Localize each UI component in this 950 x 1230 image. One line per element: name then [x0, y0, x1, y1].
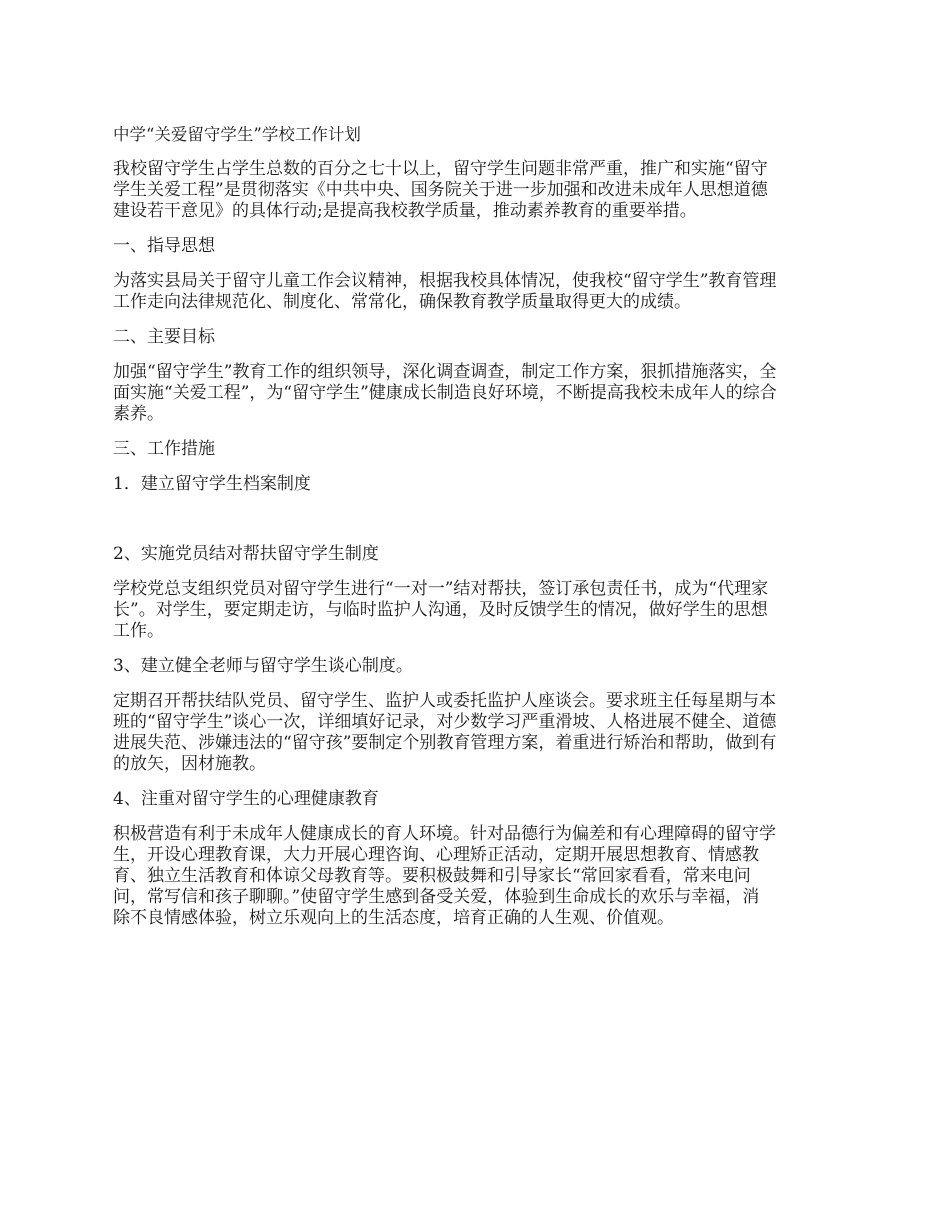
item4-paragraph: [113, 824, 841, 929]
item4-heading: 4、注重对留守学生的心理健康教育: [113, 789, 379, 809]
section2-paragraph: [113, 362, 841, 425]
section2-line: 面实施“关爱工程”，为“留守学生”健康成长制造良好环境，不断提高我校未成年人的综合: [113, 383, 777, 403]
intro-paragraph: [113, 159, 841, 222]
section1-line: 工作走向法律规范化、制度化、常常化，确保教育教学质量取得更大的成绩。: [113, 292, 691, 312]
section1-paragraph: [113, 271, 841, 313]
document-page: [113, 124, 841, 929]
item3-line: 的放矢，因材施教。: [113, 754, 266, 774]
item3-line: 定期召开帮扶结队党员、留守学生、监护人或委托监护人座谈会。要求班主任每星期与本: [113, 691, 776, 711]
section2-line: 加强“留守学生”教育工作的组织领导，深化调查调查，制定工作方案，狠抓措施落实，全: [113, 362, 777, 382]
item2-line: 长”。对学生，要定期走访，与临时监护人沟通，及时反馈学生的情况，做好学生的思想: [113, 600, 768, 620]
item4-line: 育、独立生活教育和体谅父母教育等。要积极鼓舞和引导家长“常回家看看，常来电问: [113, 866, 751, 886]
item4-line: 问，常写信和孩子聊聊。”使留守学生感到备受关爱，体验到生命成长的欢乐与幸福，消: [113, 887, 760, 907]
item4-line: 生，开设心理教育课，大力开展心理咨询、心理矫正活动，定期开展思想教育、情感教: [113, 845, 759, 865]
section1-line: 为落实县局关于留守儿童工作会议精神，根据我校具体情况，使我校“留守学生”教育管理: [113, 271, 777, 291]
section3-heading: 三、工作措施: [113, 439, 215, 459]
item3-line: 进展失范、涉嫌违法的“留守孩”要制定个别教育管理方案，着重进行矫治和帮助，做到有: [113, 733, 777, 753]
item4-line: 除不良情感体验，树立乐观向上的生活态度，培育正确的人生观、价值观。: [113, 908, 674, 928]
document-title: 中学“关爱留守学生”学校工作计划: [113, 125, 361, 144]
item4-line: 积极营造有利于未成年人健康成长的育人环境。针对品德行为偏差和有心理障碍的留守学: [113, 824, 776, 844]
intro-line: 我校留守学生占学生总数的百分之七十以上，留守学生问题非常严重，推广和实施“留守: [113, 159, 768, 179]
intro-line: 学生关爱工程”是贯彻落实《中共中央、国务院关于进一步加强和改进未成年人思想道德: [113, 180, 768, 200]
item1-heading: 1．建立留守学生档案制度: [113, 474, 311, 494]
item2-heading: 2、实施党员结对帮扶留守学生制度: [113, 544, 379, 564]
item3-paragraph: [113, 691, 841, 775]
section2-line: 素养。: [113, 404, 164, 424]
intro-line: 建设若干意见》的具体行动;是提高我校教学质量，推动素养教育的重要举措。: [113, 201, 697, 221]
item2-line: 工作。: [113, 621, 164, 641]
item2-line: 学校党总支组织党员对留守学生进行“一对一”结对帮扶，签订承包责任书，成为“代理家: [113, 579, 769, 599]
item3-heading: 3、建立健全老师与留守学生谈心制度。: [113, 656, 413, 676]
item2-paragraph: [113, 579, 841, 642]
item3-line: 班的“留守学生”谈心一次，详细填好记录，对少数学习严重滑坡、人格进展不健全、道德: [113, 712, 777, 732]
section2-heading: 二、主要目标: [113, 327, 215, 347]
section1-heading: 一、指导思想: [113, 236, 215, 256]
